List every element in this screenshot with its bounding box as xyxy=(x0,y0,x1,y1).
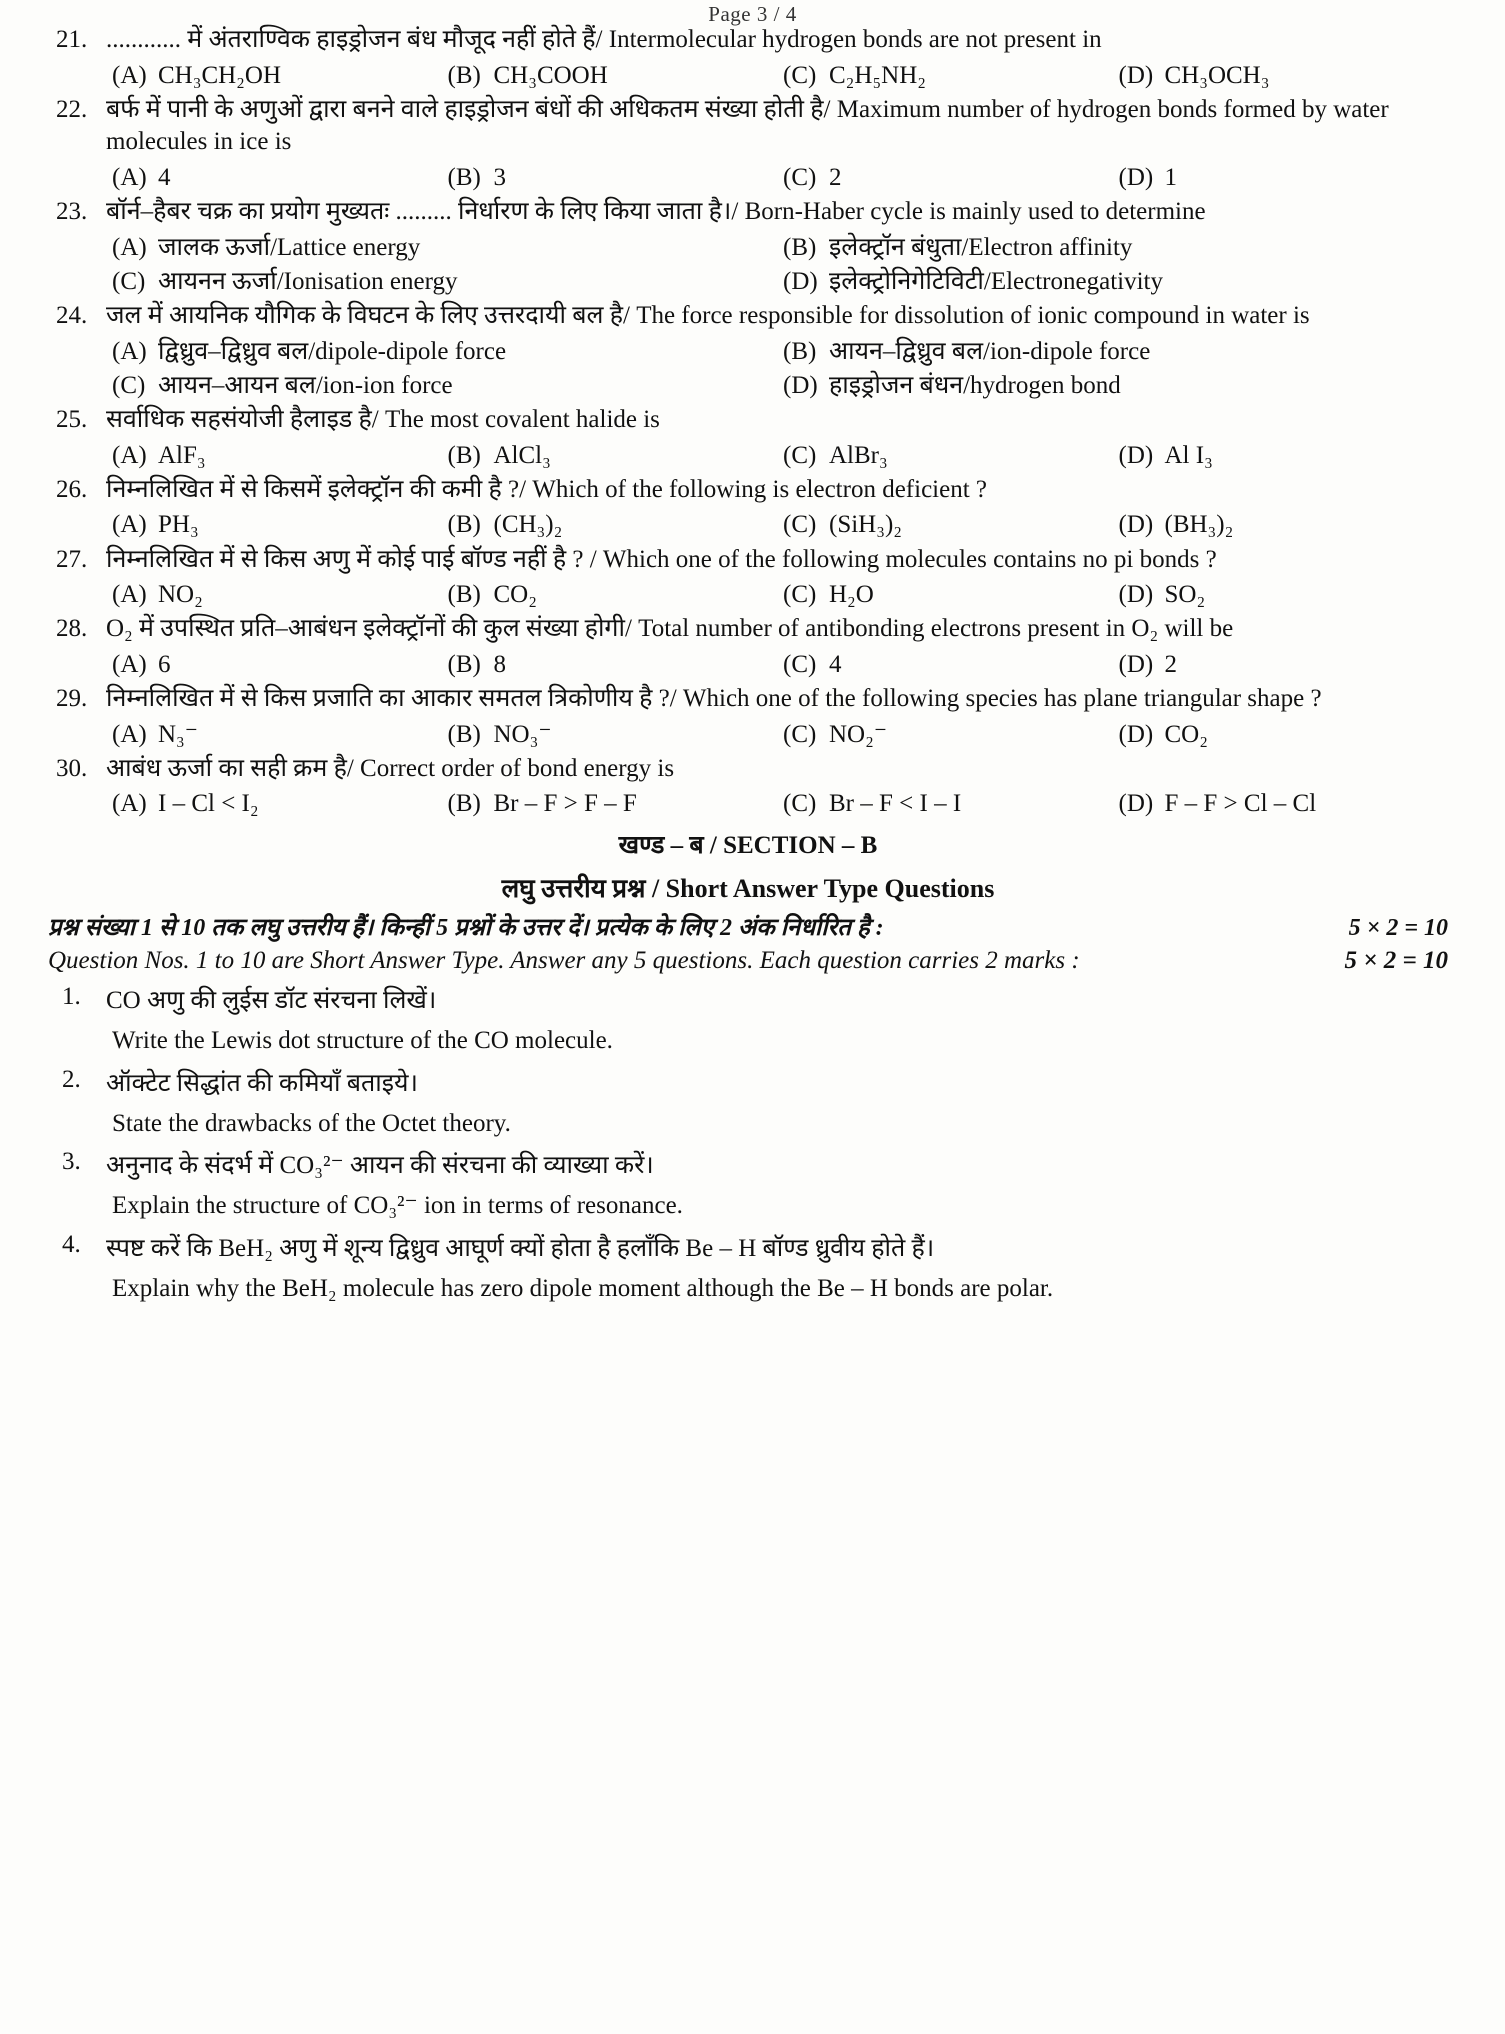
option-value: CO₂ xyxy=(1164,720,1208,748)
question-number: 24. xyxy=(56,302,88,329)
question-number: 26. xyxy=(56,475,88,503)
option-c[interactable] xyxy=(777,60,1113,91)
instruction-hindi-text: प्रश्न संख्या 1 से 10 तक लघु उत्तरीय हैं। किन्हीं 5 प्रश्नों के उत्तर दें। प्रत्येक के लिए 2 अंक निर्धारित है : xyxy=(48,914,884,941)
option-a[interactable] xyxy=(106,579,442,610)
option-c[interactable] xyxy=(777,579,1113,610)
instruction-english-marks: 5 × 2 = 10 xyxy=(1344,947,1448,975)
option-d[interactable] xyxy=(1113,719,1449,750)
option-value: आयन–द्विध्रुव बल/ion-dipole force xyxy=(829,337,1151,365)
option-label: (B) xyxy=(447,61,481,89)
short-answer-body xyxy=(106,1066,1448,1143)
options-row xyxy=(106,162,1448,193)
option-a[interactable] xyxy=(106,509,442,540)
option-a[interactable] xyxy=(106,336,777,367)
option-value: PH₃ xyxy=(158,511,199,539)
option-label: (B) xyxy=(447,163,481,191)
question-30 xyxy=(48,753,1448,821)
option-value: CH₃OCH₃ xyxy=(1164,61,1270,89)
option-label: (C) xyxy=(783,650,817,678)
option-c[interactable] xyxy=(106,370,777,401)
options-row xyxy=(106,336,1448,367)
option-label: (D) xyxy=(783,267,818,295)
option-value: इलेक्ट्रोनिगेटिविटी/Electronegativity xyxy=(829,267,1163,295)
option-value: N₃⁻ xyxy=(158,720,198,748)
short-answer-number: 2. xyxy=(62,1065,81,1093)
option-b[interactable] xyxy=(442,509,778,540)
page-header: Page 3 / 4 xyxy=(708,2,797,26)
option-value: जालक ऊर्जा/Lattice energy xyxy=(158,233,421,261)
option-value: H₂O xyxy=(829,581,874,608)
options-row xyxy=(106,60,1448,91)
short-answer-text-en: Write the Lewis dot structure of the CO molecule. xyxy=(112,1027,613,1055)
option-label: (A) xyxy=(112,650,147,678)
short-answer-text-en: Explain the structure of CO₃²⁻ ion in terms of resonance. xyxy=(112,1192,683,1220)
option-value: AlBr₃ xyxy=(829,441,888,469)
option-value: NO₃⁻ xyxy=(493,720,552,748)
question-text-hi: निम्नलिखित में से किस अणु में कोई पाई बॉण्ड नहीं है ? / xyxy=(106,545,597,573)
option-label: (A) xyxy=(112,337,147,365)
option-c[interactable] xyxy=(106,266,777,297)
instruction-hindi-row xyxy=(48,913,1448,945)
option-label: (A) xyxy=(112,581,147,608)
question-26 xyxy=(48,474,1448,542)
option-d[interactable] xyxy=(1113,579,1449,610)
instruction-english-text: Question Nos. 1 to 10 are Short Answer Type. Answer any 5 questions. Each question carries 2 marks : xyxy=(48,947,1080,975)
option-value: Al I₃ xyxy=(1164,441,1213,469)
option-label: (A) xyxy=(112,233,147,261)
option-label: (A) xyxy=(112,61,147,89)
option-label: (A) xyxy=(112,441,147,469)
short-answer-number: 4. xyxy=(62,1230,81,1258)
option-label: (B) xyxy=(447,511,481,539)
question-body xyxy=(106,683,1448,751)
short-answer-text-hi: CO अणु की लुईस डॉट संरचना लिखें। xyxy=(106,987,437,1015)
option-label: (D) xyxy=(783,371,818,399)
options-row xyxy=(106,788,1448,819)
option-b[interactable] xyxy=(442,579,778,610)
option-d[interactable] xyxy=(1113,509,1449,540)
option-b[interactable] xyxy=(442,440,778,471)
short-answer-text-hi: अनुनाद के संदर्भ में CO₃²⁻ आयन की संरचना की व्याख्या करें। xyxy=(106,1152,654,1180)
short-answer-text-en: State the drawbacks of the Octet theory. xyxy=(112,1109,511,1137)
question-24 xyxy=(48,300,1448,402)
option-label: (D) xyxy=(1118,61,1154,89)
question-text-en: Which of the following is electron deficient ? xyxy=(532,475,987,503)
option-value: (SiH₃)₂ xyxy=(829,511,902,539)
short-answer-number: 1. xyxy=(62,983,81,1011)
option-d[interactable] xyxy=(777,266,1448,297)
question-text-en: Intermolecular hydrogen bonds are not present in xyxy=(608,26,1102,53)
option-value: आयनन ऊर्जा/Ionisation energy xyxy=(158,267,458,295)
option-label: (D) xyxy=(1118,441,1154,469)
option-value: (BH₃)₂ xyxy=(1164,511,1234,539)
question-text-hi: निम्नलिखित में से किसमें इलेक्ट्रॉन की कमी है ?/ xyxy=(106,475,527,503)
question-text-en: Maximum number of hydrogen bonds formed by water molecules in ice is xyxy=(106,95,1389,156)
option-a[interactable] xyxy=(106,788,442,819)
option-label: (B) xyxy=(783,337,817,365)
instruction-english-row xyxy=(48,944,1448,977)
question-text-hi: आबंध ऊर्जा का सही क्रम है/ xyxy=(106,754,354,782)
option-label: (C) xyxy=(783,163,817,191)
option-a[interactable] xyxy=(106,719,442,750)
option-label: (C) xyxy=(783,581,817,608)
option-value: इलेक्ट्रॉन बंधुता/Electron affinity xyxy=(829,233,1133,261)
question-text-en: The most covalent halide is xyxy=(384,406,660,433)
option-label: (A) xyxy=(112,790,147,818)
question-number: 21. xyxy=(56,26,88,53)
options-row xyxy=(106,649,1448,680)
question-number: 23. xyxy=(56,198,88,225)
options-row xyxy=(106,440,1448,471)
option-value: 3 xyxy=(493,163,506,191)
options-row xyxy=(106,232,1448,263)
short-answer-body xyxy=(106,983,1448,1060)
option-b[interactable] xyxy=(442,649,778,680)
option-d[interactable] xyxy=(1113,162,1449,193)
question-text-hi: बर्फ में पानी के अणुओं द्वारा बनने वाले हाइड्रोजन बंधों की अधिकतम संख्या होती है/ xyxy=(106,95,831,123)
option-value: F – F > Cl – Cl xyxy=(1164,790,1317,818)
options-row xyxy=(106,579,1448,610)
question-text-hi: ............ में अंतराण्विक हाइड्रोजन बंध मौजूद नहीं होते हैं/ xyxy=(106,26,603,53)
option-value: AlF₃ xyxy=(158,441,206,469)
short-answer-1 xyxy=(48,983,1448,1060)
question-text-hi: निम्नलिखित में से किस प्रजाति का आकार समतल त्रिकोणीय है ?/ xyxy=(106,685,677,712)
option-a[interactable] xyxy=(106,162,442,193)
question-number: 29. xyxy=(56,685,88,712)
question-21 xyxy=(48,24,1448,92)
question-text-hi: सर्वाधिक सहसंयोजी हैलाइड है/ xyxy=(106,406,379,433)
option-a[interactable] xyxy=(106,232,777,263)
option-a[interactable] xyxy=(106,60,442,91)
option-b[interactable] xyxy=(777,336,1448,367)
option-value: (CH₃)₂ xyxy=(493,511,563,539)
short-answer-body xyxy=(106,1231,1448,1308)
option-d[interactable] xyxy=(1113,649,1449,680)
short-answer-4 xyxy=(48,1231,1448,1308)
option-d[interactable] xyxy=(1113,60,1449,91)
option-b[interactable] xyxy=(442,60,778,91)
option-value: आयन–आयन बल/ion-ion force xyxy=(158,371,453,399)
question-body xyxy=(106,404,1448,472)
option-value: I – Cl < I₂ xyxy=(158,790,259,818)
short-answer-2 xyxy=(48,1066,1448,1143)
option-b[interactable] xyxy=(777,232,1448,263)
question-number: 28. xyxy=(56,615,88,643)
option-value: 8 xyxy=(493,650,506,678)
option-value: NO₂⁻ xyxy=(829,720,888,748)
option-c[interactable] xyxy=(777,162,1113,193)
short-answer-number: 3. xyxy=(62,1148,81,1176)
option-label: (D) xyxy=(1118,790,1154,818)
option-value: हाइड्रोजन बंधन/hydrogen bond xyxy=(829,371,1121,399)
option-label: (C) xyxy=(783,511,817,539)
option-label: (B) xyxy=(783,233,817,261)
option-label: (A) xyxy=(112,720,147,748)
option-c[interactable] xyxy=(777,509,1113,540)
short-answer-text-hi: ऑक्टेट सिद्धांत की कमियाँ बताइये। xyxy=(106,1069,419,1097)
option-value: CO₂ xyxy=(493,581,537,608)
option-value: Br – F < I – I xyxy=(829,790,962,818)
options-row xyxy=(106,719,1448,750)
question-27 xyxy=(48,544,1448,612)
option-c[interactable] xyxy=(777,788,1113,819)
options-row xyxy=(106,509,1448,540)
option-value: Br – F > F – F xyxy=(493,790,637,818)
option-label: (C) xyxy=(112,371,146,399)
option-value: 2 xyxy=(1164,650,1177,678)
option-label: (C) xyxy=(112,267,146,295)
question-23 xyxy=(48,196,1448,298)
question-text-en: Born-Haber cycle is mainly used to determine xyxy=(744,198,1206,225)
question-number: 30. xyxy=(56,754,88,782)
question-text-en: Correct order of bond energy is xyxy=(360,754,675,782)
options-row xyxy=(106,370,1448,401)
question-number: 25. xyxy=(56,406,88,433)
option-value: द्विध्रुव–द्विध्रुव बल/dipole-dipole force xyxy=(158,337,507,365)
instruction-hindi-marks: 5 × 2 = 10 xyxy=(1348,914,1448,941)
option-b[interactable] xyxy=(442,162,778,193)
option-c[interactable] xyxy=(777,440,1113,471)
option-label: (B) xyxy=(447,650,481,678)
option-value: CH₃CH₂OH xyxy=(158,61,281,89)
option-value: SO₂ xyxy=(1164,581,1206,608)
option-label: (C) xyxy=(783,441,817,469)
question-text-hi: बॉर्न–हैबर चक्र का प्रयोग मुख्यतः ......... निर्धारण के लिए किया जाता है।/ xyxy=(106,198,739,225)
question-text-hi: O₂ में उपस्थित प्रति–आबंधन इलेक्ट्रॉनों की कुल संख्या होगी/ xyxy=(106,615,632,643)
option-value: C₂H₅NH₂ xyxy=(829,61,926,89)
option-label: (B) xyxy=(447,720,481,748)
option-label: (D) xyxy=(1118,581,1154,608)
question-text-en: The force responsible for dissolution of ionic compound in water is xyxy=(636,302,1310,329)
option-label: (C) xyxy=(783,720,817,748)
question-body xyxy=(106,196,1448,298)
option-label: (D) xyxy=(1118,720,1154,748)
option-label: (D) xyxy=(1118,163,1154,191)
option-label: (C) xyxy=(783,61,817,89)
option-b[interactable] xyxy=(442,719,778,750)
question-22 xyxy=(48,94,1448,194)
option-label: (B) xyxy=(447,441,481,469)
option-value: 6 xyxy=(158,650,171,678)
short-answer-text-en: Explain why the BeH₂ molecule has zero dipole moment although the Be – H bonds are polar. xyxy=(112,1274,1054,1302)
question-28 xyxy=(48,613,1448,681)
option-label: (A) xyxy=(112,511,147,539)
options-row xyxy=(106,266,1448,297)
option-label: (D) xyxy=(1118,650,1154,678)
option-label: (C) xyxy=(783,790,817,818)
question-body xyxy=(106,474,1448,542)
section-subtitle: लघु उत्तरीय प्रश्न / Short Answer Type Questions xyxy=(501,873,995,903)
short-answer-3 xyxy=(48,1148,1448,1225)
option-value: CH₃COOH xyxy=(493,61,608,89)
option-label: (A) xyxy=(112,163,147,191)
option-value: 4 xyxy=(158,163,171,191)
section-title: खण्ड – ब / SECTION – B xyxy=(618,831,878,859)
option-d[interactable] xyxy=(777,370,1448,401)
option-label: (B) xyxy=(447,790,481,818)
option-d[interactable] xyxy=(1113,788,1449,819)
question-text-hi: जल में आयनिक यौगिक के विघटन के लिए उत्तरदायी बल है/ xyxy=(106,302,630,329)
short-answer-text-hi: स्पष्ट करें कि BeH₂ अणु में शून्य द्विध्रुव आघूर्ण क्यों होता है हलाँकि Be – H बॉण्ड ध्रुवीय होते हैं। xyxy=(106,1234,935,1262)
option-value: 2 xyxy=(829,163,842,191)
question-body xyxy=(106,613,1448,681)
question-body xyxy=(106,94,1448,194)
question-text-en: Which one of the following molecules contains no pi bonds ? xyxy=(602,545,1217,573)
question-29 xyxy=(48,683,1448,751)
question-body xyxy=(106,300,1448,402)
question-text-en: Total number of antibonding electrons present in O₂ will be xyxy=(638,615,1234,643)
question-body xyxy=(106,24,1448,92)
option-value: 4 xyxy=(829,650,842,678)
option-a[interactable] xyxy=(106,649,442,680)
question-body xyxy=(106,544,1448,612)
option-value: AlCl₃ xyxy=(493,441,551,469)
page-content xyxy=(48,24,1448,1307)
short-answer-body xyxy=(106,1148,1448,1225)
option-value: 1 xyxy=(1164,163,1177,191)
question-body xyxy=(106,753,1448,821)
question-number: 22. xyxy=(56,95,88,123)
option-a[interactable] xyxy=(106,440,442,471)
question-25 xyxy=(48,404,1448,472)
option-c[interactable] xyxy=(777,719,1113,750)
question-text-en: Which one of the following species has plane triangular shape ? xyxy=(682,685,1322,712)
question-number: 27. xyxy=(56,545,88,573)
option-b[interactable] xyxy=(442,788,778,819)
option-label: (B) xyxy=(447,581,481,608)
option-c[interactable] xyxy=(777,649,1113,680)
option-label: (D) xyxy=(1118,511,1154,539)
option-value: NO₂ xyxy=(158,581,203,608)
option-d[interactable] xyxy=(1113,440,1449,471)
